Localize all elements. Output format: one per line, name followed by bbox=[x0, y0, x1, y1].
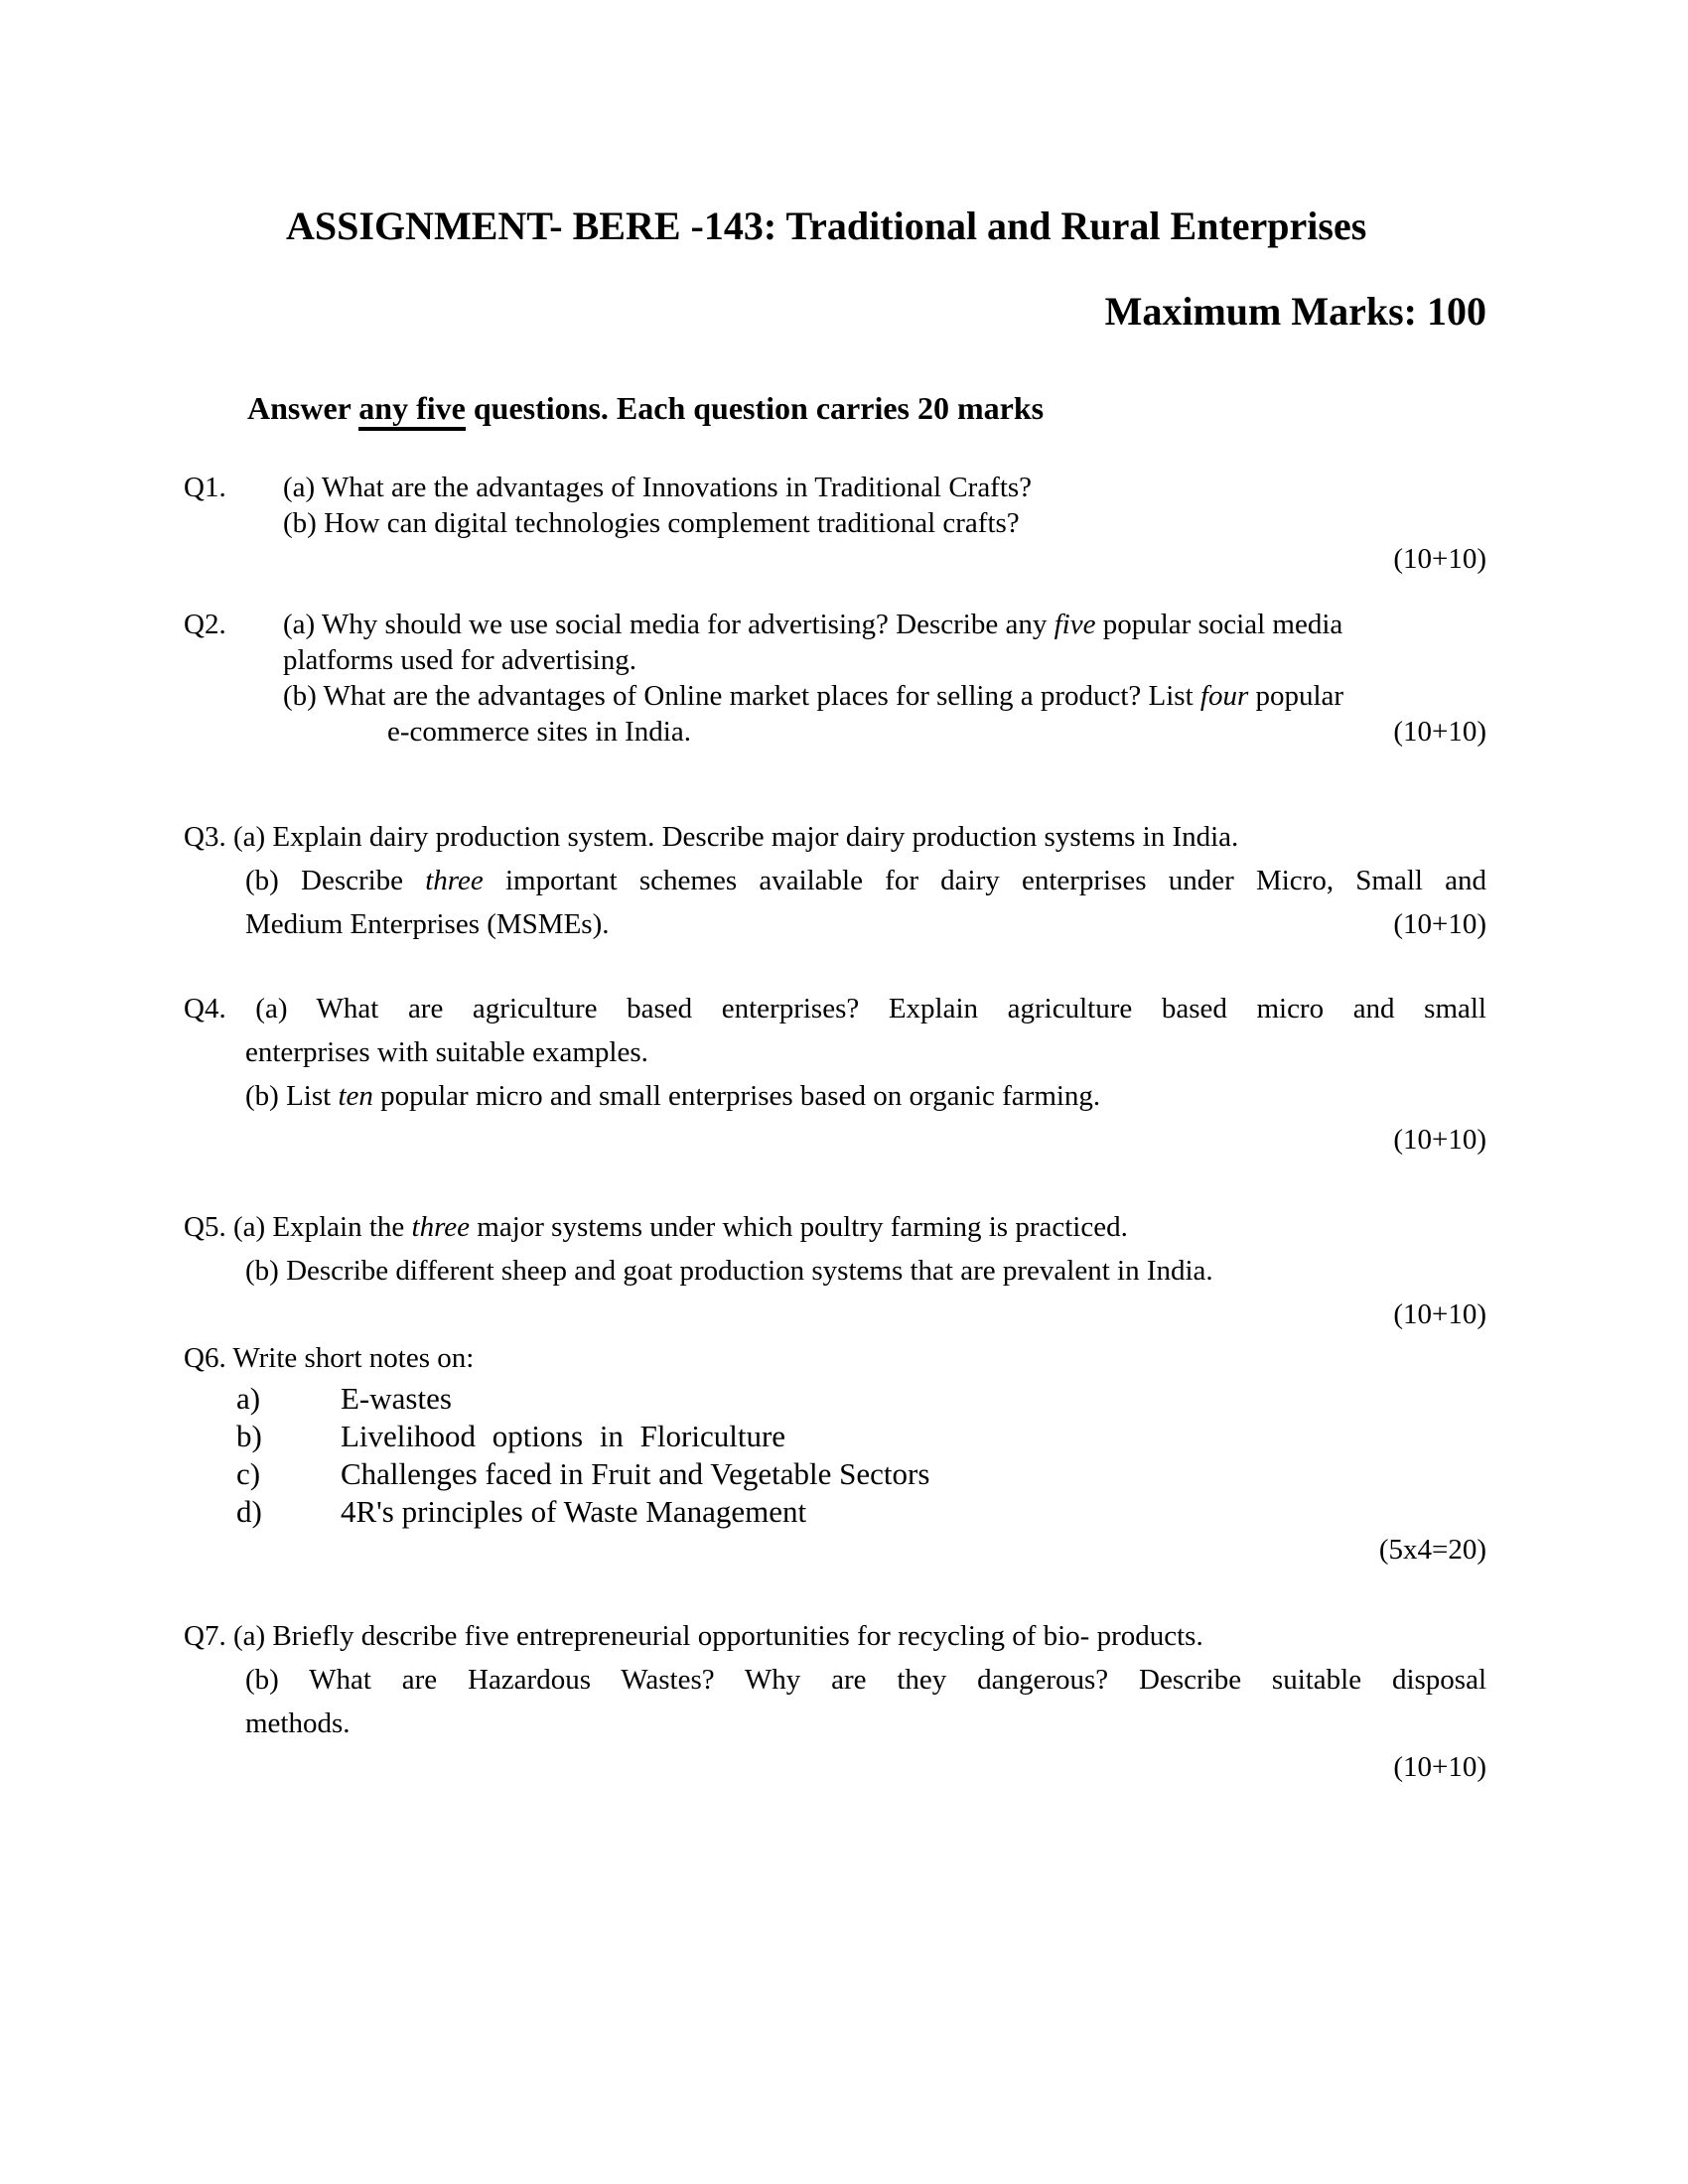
assignment-title: ASSIGNMENT- BERE -143: Traditional and Rural Enterprises bbox=[286, 204, 1367, 248]
question-line bbox=[184, 1658, 1486, 1702]
max-marks: Maximum Marks: 100 bbox=[1104, 289, 1486, 334]
question-q7 bbox=[184, 1614, 1486, 1789]
text-segment: Q7. (a) Briefly describe five entrepreneurial opportunities for recycling of bio- products. bbox=[184, 1620, 1203, 1652]
question-q5 bbox=[184, 1205, 1486, 1336]
list-item-text: Livelihood options in Floriculture bbox=[341, 1419, 786, 1453]
text-segment: (b) How can digital technologies complement traditional crafts? bbox=[283, 507, 1020, 539]
list-item-text: 4R's principles of Waste Management bbox=[341, 1494, 807, 1529]
list-letter: c) bbox=[236, 1456, 261, 1491]
list-item-text: Challenges faced in Fruit and Vegetable Sectors bbox=[341, 1456, 930, 1491]
text-segment: (b) What are the advantages of Online market places for selling a product? List bbox=[283, 680, 1200, 712]
question-number: Q1. bbox=[184, 472, 226, 503]
question-line bbox=[184, 1702, 1486, 1745]
text-segment: popular social media bbox=[1095, 609, 1343, 640]
list-letter: a) bbox=[236, 1381, 261, 1416]
text-segment: Medium Enterprises (MSMEs). bbox=[245, 908, 610, 940]
list-item bbox=[184, 1455, 1486, 1493]
instruction bbox=[247, 390, 1486, 426]
question-line bbox=[184, 859, 1486, 902]
question-line bbox=[184, 815, 1486, 859]
question-line bbox=[184, 1614, 1486, 1658]
marks: (10+10) bbox=[1393, 1751, 1486, 1783]
text-segment: Answer bbox=[247, 390, 359, 426]
marks: (10+10) bbox=[1393, 1124, 1486, 1156]
text-segment: Q3. (a) Explain dairy production system. Describe major dairy production systems in India. bbox=[184, 821, 1239, 853]
list-item bbox=[184, 1380, 1486, 1418]
text-segment: three bbox=[411, 1211, 471, 1243]
text-segment: (a) What are the advantages of Innovations in Traditional Crafts? bbox=[283, 472, 1033, 503]
marks: (10+10) bbox=[1393, 543, 1486, 575]
question-q4 bbox=[184, 987, 1486, 1161]
question-line bbox=[283, 678, 1486, 714]
list-letter: d) bbox=[236, 1494, 262, 1529]
text-segment: five bbox=[1054, 609, 1096, 640]
text-segment: three bbox=[425, 865, 484, 896]
question-q6 bbox=[184, 1336, 1486, 1569]
text-segment: methods. bbox=[245, 1707, 351, 1739]
question-line bbox=[283, 714, 1486, 750]
list-item-text: E-wastes bbox=[341, 1381, 452, 1416]
text-segment: (b) What are Hazardous Wastes? Why are they dangerous? Describe suitable disposal bbox=[245, 1664, 1486, 1696]
list-item bbox=[184, 1493, 1486, 1531]
text-segment: e-commerce sites in India. bbox=[387, 716, 691, 748]
text-segment: any five bbox=[358, 390, 466, 431]
question-q3 bbox=[184, 815, 1486, 946]
question-line bbox=[283, 642, 1486, 678]
question-q2 bbox=[184, 607, 1486, 750]
question-line-text bbox=[245, 902, 610, 946]
text-segment: platforms used for advertising. bbox=[283, 644, 636, 676]
text-segment: Q5. (a) Explain the bbox=[184, 1211, 412, 1243]
marks: (10+10) bbox=[1393, 908, 1486, 940]
text-segment: popular bbox=[1248, 680, 1344, 712]
question-line bbox=[283, 607, 1486, 642]
marks: (5x4=20) bbox=[1378, 1534, 1486, 1566]
question-header: Q6. Write short notes on: bbox=[184, 1342, 475, 1374]
text-segment: enterprises with suitable examples. bbox=[245, 1036, 648, 1068]
question-line-text bbox=[387, 714, 691, 750]
text-segment: ten bbox=[338, 1080, 373, 1112]
text-segment: major systems under which poultry farming is practiced. bbox=[470, 1211, 1128, 1243]
page-content bbox=[184, 204, 1486, 1789]
question-line bbox=[184, 1074, 1486, 1118]
question-line bbox=[184, 987, 1486, 1030]
question-line bbox=[184, 1030, 1486, 1074]
text-segment: (b) List bbox=[245, 1080, 339, 1112]
text-segment: (b) Describe bbox=[245, 865, 426, 896]
question-line bbox=[283, 505, 1486, 541]
list-letter: b) bbox=[236, 1419, 262, 1453]
text-segment: Q4. (a) What are agriculture based enterprises? Explain agriculture based micro and small bbox=[184, 993, 1486, 1024]
question-number: Q2. bbox=[184, 609, 226, 640]
question-body bbox=[283, 470, 1486, 577]
question-line bbox=[184, 902, 1486, 946]
question-q1 bbox=[184, 470, 1486, 577]
marks: (10+10) bbox=[1393, 1298, 1486, 1330]
text-segment: important schemes available for dairy enterprises under Micro, Small and bbox=[483, 865, 1486, 896]
list-item bbox=[184, 1418, 1486, 1455]
question-body bbox=[283, 607, 1486, 750]
question-line bbox=[184, 1205, 1486, 1249]
text-segment: four bbox=[1199, 680, 1249, 712]
question-line bbox=[184, 1249, 1486, 1293]
marks: (10+10) bbox=[1393, 716, 1486, 748]
text-segment: popular micro and small enterprises based on organic farming. bbox=[372, 1080, 1101, 1112]
text-segment: (b) Describe different sheep and goat production systems that are prevalent in India. bbox=[245, 1255, 1213, 1287]
text-segment: (a) Why should we use social media for advertising? Describe any bbox=[283, 609, 1055, 640]
question-line bbox=[283, 470, 1486, 505]
questions-list bbox=[184, 470, 1486, 1789]
text-segment: questions. Each question carries 20 marks bbox=[465, 390, 1045, 426]
